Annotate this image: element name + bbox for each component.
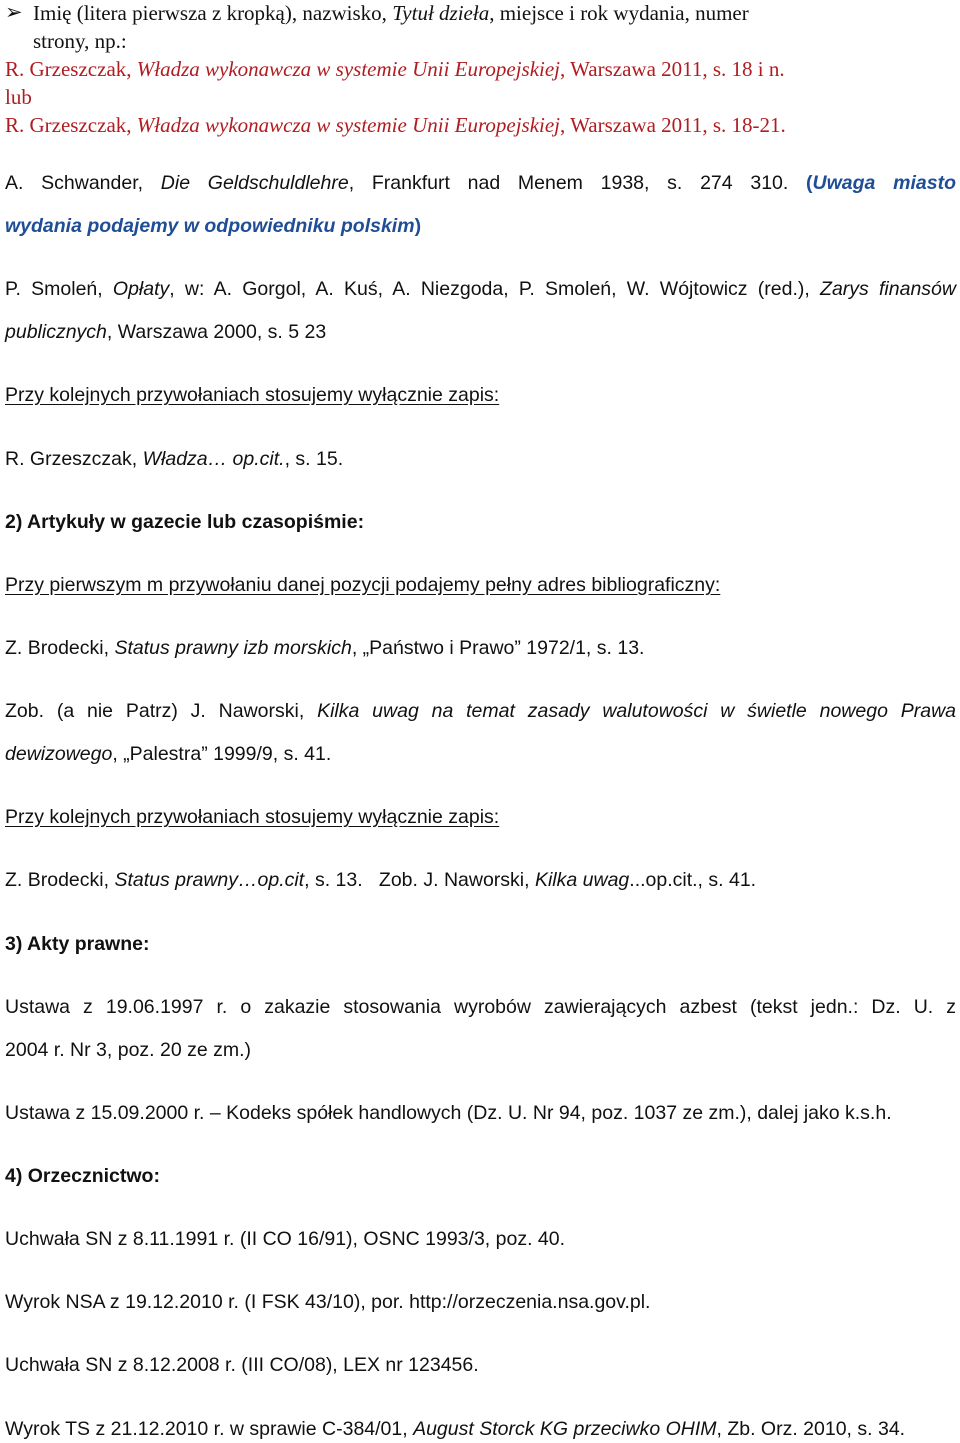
section-3-heading: 3) Akty prawne: [5,933,150,955]
example-grzeszczak-1: R. Grzeszczak, Władza wykonawcza w systemie Unii Europejskiej, Warszawa 2011, s. 18 i n. [5,57,785,81]
act-azbest-cont: 2004 r. Nr 3, poz. 20 ze zm.) [5,1039,252,1061]
article-naworski: Zob. (a nie Patrz) J. Naworski, Kilka uwag na temat zasady walutowości w świetle nowego Prawa [5,700,957,722]
arrow-bullet-icon: ➢ [5,0,23,24]
repeat-citation-heading-1: Przy kolejnych przywołaniach stosujemy wyłącznie zapis: [5,384,500,406]
section-2-heading: 2) Artykuły w gazecie lub czasopiśmie: [5,511,365,533]
case-nsa-2010: Wyrok NSA z 19.12.2010 r. (I FSK 43/10), por. http://orzeczenia.nsa.gov.pl. [5,1291,651,1313]
act-azbest: Ustawa z 19.06.1997 r. o zakazie stosowania wyrobów zawierających azbest (tekst jedn.: Dz. U. z [5,996,956,1018]
example-smolen: P. Smoleń, Opłaty, w: A. Gorgol, A. Kuś, A. Niezgoda, P. Smoleń, W. Wójtowicz (red.), Zarys finansów [5,278,956,300]
article-naworski-cont: dewizowego, „Palestra” 1999/9, s. 41. [5,743,332,765]
case-ts-2010: Wyrok TS z 21.12.2010 r. w sprawie C-384/01, August Storck KG przeciwko OHIM, Zb. Orz. 2010, s. 34. [5,1418,906,1440]
case-sn-2008: Uchwała SN z 8.12.2008 r. (III CO/08), LEX nr 123456. [5,1354,479,1376]
example-schwander: A. Schwander, Die Geldschuldlehre, Frankfurt nad Menem 1938, s. 274 310. (Uwaga miasto [5,172,956,194]
case-sn-1991: Uchwała SN z 8.11.1991 r. (II CO 16/91), OSNC 1993/3, poz. 40. [5,1228,566,1250]
repeat-citation-heading-2: Przy kolejnych przywołaniach stosujemy wyłącznie zapis: [5,806,500,828]
format-rule-line1: ➢ Imię (litera pierwsza z kropką), nazwisko, Tytuł dzieła, miejsce i rok wydania, numer [5,0,749,25]
example-grzeszczak-2: R. Grzeszczak, Władza wykonawcza w systemie Unii Europejskiej, Warszawa 2011, s. 18-21. [5,113,786,137]
schwander-note: wydania podajemy w odpowiedniku polskim) [5,215,422,237]
section-4-heading: 4) Orzecznictwo: [5,1165,160,1187]
short-ref-grzeszczak: R. Grzeszczak, Władza… op.cit., s. 15. [5,448,344,470]
short-ref-brodecki-naworski: Z. Brodecki, Status prawny…op.cit, s. 13. Zob. J. Naworski, Kilka uwag...op.cit., s. 41. [5,869,757,891]
first-citation-heading: Przy pierwszym m przywołaniu danej pozycji podajemy pełny adres bibliograficzny: [5,574,721,596]
act-ksh: Ustawa z 15.09.2000 r. – Kodeks spółek handlowych (Dz. U. Nr 94, poz. 1037 ze zm.), dalej jako k.s.h. [5,1102,892,1124]
or-word: lub [5,85,32,109]
format-rule-line2: strony, np.: [33,29,127,53]
article-brodecki: Z. Brodecki, Status prawny izb morskich, „Państwo i Prawo” 1972/1, s. 13. [5,637,645,659]
example-smolen-cont: publicznych, Warszawa 2000, s. 5 23 [5,321,327,343]
